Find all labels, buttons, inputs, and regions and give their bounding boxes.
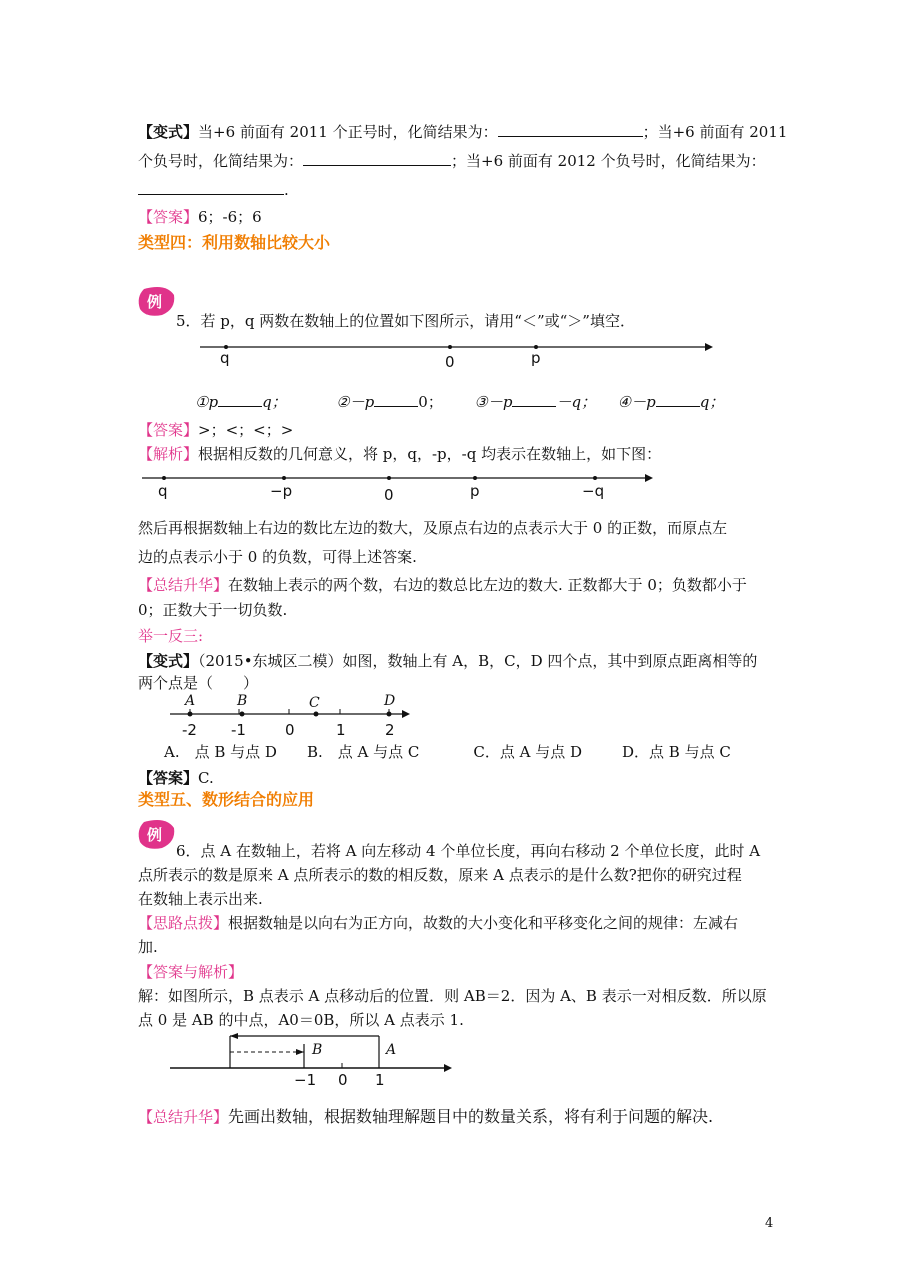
point-label-b: B (312, 1042, 323, 1058)
tick-label: 0 (338, 1071, 348, 1089)
example-badge-icon (136, 818, 176, 848)
summary-tag: 【总结升华】 (138, 1108, 229, 1126)
option-a[interactable]: A. 点 B 与点 D (164, 743, 277, 761)
answer-tag: 【答案】 (138, 421, 199, 439)
example6-line2: 点所表示的数是原来 A 点所表示的数的相反数，原来 A 点表示的是什么数?把你的研究过程 (138, 866, 742, 884)
axis-label-q: q (220, 349, 230, 367)
answer6-tag: 【答案与解析】 (138, 963, 244, 981)
variant-tag: 【变式】 (138, 652, 199, 670)
answer1: 【答案】6；-6；6 (138, 208, 262, 226)
section-title-type4: 类型四：利用数轴比较大小 (138, 233, 331, 252)
page-number: 4 (765, 1216, 774, 1231)
option-c[interactable]: C．点 A 与点 D (473, 743, 583, 761)
answer6-line2: 点 0 是 AB 的中点，A0＝0B，所以 A 点表示 1. (138, 1011, 464, 1029)
fill-blank-4[interactable] (656, 392, 700, 407)
tick-label: -2 (182, 721, 197, 739)
fill-blank-1[interactable] (218, 392, 262, 407)
section-title-type5: 类型五、数形结合的应用 (138, 790, 315, 809)
tick-label: 1 (375, 1071, 385, 1089)
hint-tag: 【思路点拨】 (138, 914, 229, 932)
variant1-line3: . (138, 180, 289, 200)
svg-text:例: 例 (147, 826, 163, 844)
fill-blank-3[interactable] (512, 392, 556, 407)
tick-label: -1 (231, 721, 246, 739)
svg-text:例: 例 (147, 293, 163, 311)
axis-label-p: p (531, 349, 541, 367)
number-line-translation (170, 1030, 455, 1090)
number-line-pq (200, 335, 715, 375)
analysis5-line2: 然后再根据数轴上右边的数比左边的数大，及原点右边的点表示大于 0 的正数，而原点左 (138, 519, 728, 537)
point-label-d: D (384, 693, 396, 709)
option-d[interactable]: D．点 B 与点 C (622, 743, 731, 761)
option-b[interactable]: B. 点 A 与点 C (306, 743, 420, 761)
axis-label-neg-q: −q (582, 482, 605, 500)
summary5-line1: 【总结升华】在数轴上表示的两个数，右边的数总比左边的数大. 正数都大于 0；负数都小于 (138, 576, 747, 594)
answer-tag: 【答案】 (138, 769, 199, 787)
answer6-line1: 解：如图所示，B 点表示 A 点移动后的位置．则 AB＝2．因为 A、B 表示一对相反数．所以原 (138, 987, 767, 1005)
fill-blank-2[interactable] (374, 392, 418, 407)
hint6-line2: 加. (138, 938, 158, 956)
answer2: 【答案】C. (138, 769, 214, 787)
point-label-b: B (237, 693, 248, 709)
axis-label-p: p (470, 482, 480, 500)
axis-label-0: 0 (445, 353, 455, 371)
answer-blank[interactable] (303, 151, 451, 166)
point-label-a: A (185, 693, 196, 709)
summary-tag: 【总结升华】 (138, 576, 229, 594)
variant1-line1: 【变式】当+6 前面有 2011 个正号时，化简结果为： ；当+6 前面有 2011 (138, 123, 788, 141)
analysis-tag: 【解析】 (138, 445, 199, 463)
variant1-line2: 个负号时，化简结果为： ；当+6 前面有 2012 个负号时，化简结果为： (138, 152, 766, 170)
point-label-a: A (386, 1042, 397, 1058)
analysis5-line1: 【解析】根据相反数的几何意义，将 p，q，-p，-q 均表示在数轴上，如下图： (138, 445, 662, 463)
fill-row: ①p q； ②－p 0； ③－p －q； ④－p q； (195, 393, 725, 411)
tick-label: 1 (336, 721, 346, 739)
tick-label: 2 (385, 721, 395, 739)
answer-blank[interactable] (138, 180, 284, 195)
hint6-line1: 【思路点拨】根据数轴是以向右为正方向，故数的大小变化和平移变化之间的规律：左减右 (138, 914, 739, 932)
answer5: 【答案】>；<；<；> (138, 421, 294, 439)
variant2-options (164, 742, 731, 762)
summary6: 【总结升华】先画出数轴，根据数轴理解题目中的数量关系，将有利于问题的解决. (138, 1107, 714, 1126)
number-line-abcd (170, 692, 415, 742)
variant2-line1: 【变式】（2015•东城区二模）如图，数轴上有 A，B，C，D 四个点，其中到原点距离相等的 (138, 652, 758, 670)
tick-label: −1 (294, 1071, 317, 1089)
analysis5-line3: 边的点表示小于 0 的负数，可得上述答案. (138, 548, 417, 566)
summary5-line2: 0；正数大于一切负数. (138, 601, 288, 619)
example-badge-icon (136, 285, 176, 315)
example6-line1: 6．点 A 在数轴上，若将 A 向左移动 4 个单位长度，再向右移动 2 个单位长度，此时 A (176, 842, 761, 860)
answer-tag: 【答案】 (138, 208, 199, 226)
variant2-line2: 两个点是（ ） (138, 674, 259, 692)
point-label-c: C (309, 695, 320, 711)
axis-label-0: 0 (384, 486, 394, 504)
example5-question: 5．若 p，q 两数在数轴上的位置如下图所示，请用“＜”或“＞”填空． (176, 312, 635, 330)
example6-line3: 在数轴上表示出来. (138, 890, 263, 908)
answer-blank[interactable] (498, 122, 643, 137)
axis-label-q: q (158, 482, 168, 500)
tick-label: 0 (285, 721, 295, 739)
number-line-opposites (142, 468, 657, 508)
practice-title: 举一反三: (138, 627, 204, 645)
axis-label-neg-p: −p (270, 482, 293, 500)
variant-tag: 【变式】 (138, 123, 199, 141)
